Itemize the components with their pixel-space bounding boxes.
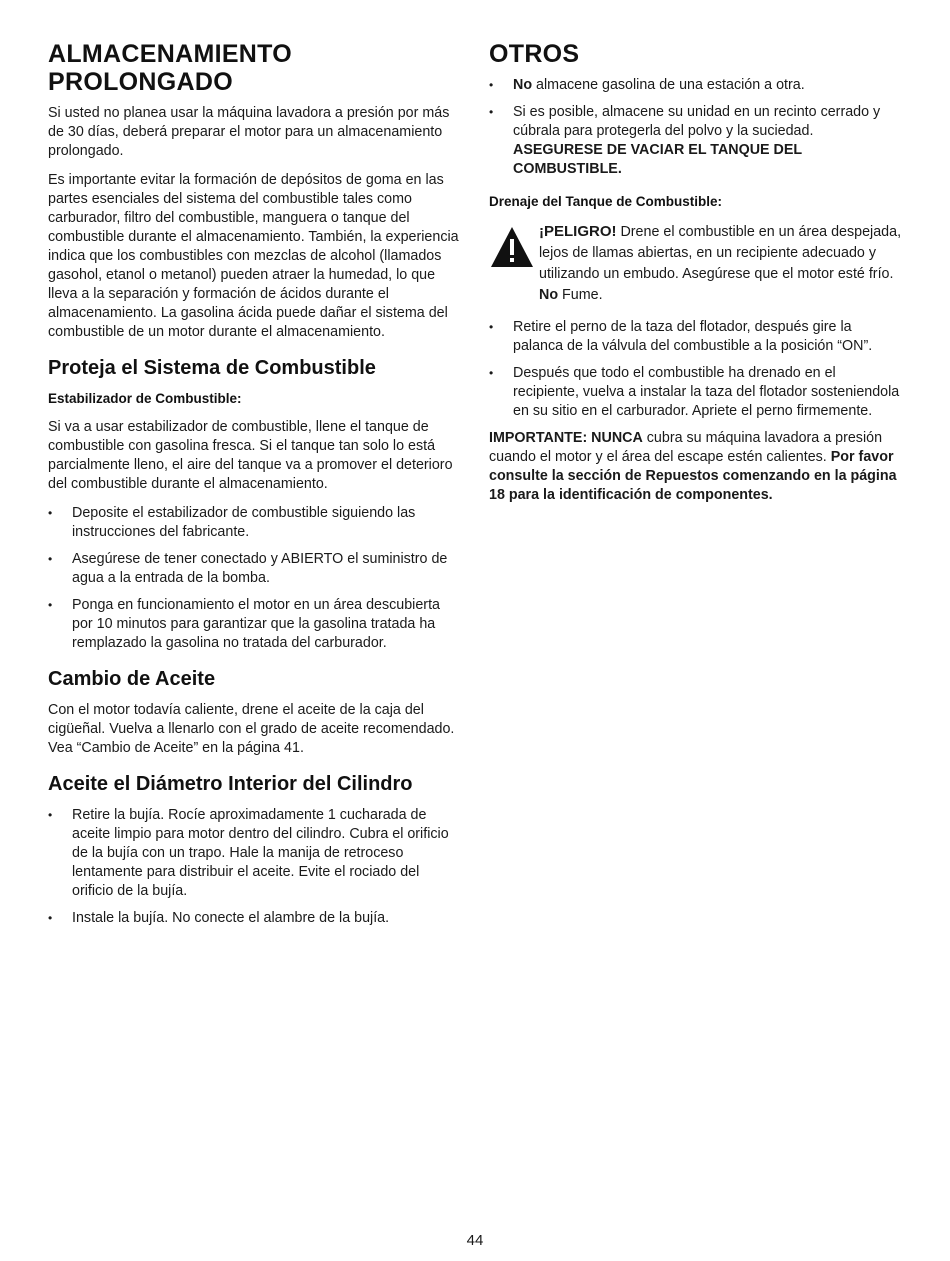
storage-intro: Si usted no planea usar la máquina lavadora a presión por más de 30 días, deberá preparar el motor para un almacenamiento prolongado. [48,105,450,159]
heading-oil-change: Cambio de Aceite [48,668,216,690]
drain-bullet-list [489,318,904,421]
oil-change-text: Con el motor todavía caliente, drene el aceite de la caja del cigüeñal. Vuelva a llenarlo con el grado de aceite recomendado. Vea “Cambio de Aceite” en la página 41. [48,702,455,756]
empty-tank-instruction: ASEGURESE DE VACIAR EL TANQUE DEL COMBUSTIBLE. [513,142,802,177]
danger-label: ¡PELIGRO! [539,223,617,240]
heading-cylinder-bore: Aceite el Diámetro Interior del Cilindro [48,773,413,795]
cylinder-bullet-list [48,806,460,928]
page-number: 44 [466,1232,484,1249]
fuel-stabilizer-text: Si va a usar estabilizador de combustible, llene el tanque de combustible con gasolina fresca. Si el tanque tan solo lo está parcialmente lleno, el aire del tanque va a promover el deterioro del combustible durante el almacenamiento. [48,419,453,492]
list-item: • Retire el perno de la taza del flotador, después gire la palanca de la válvula del combustible a la posición “ON”. [489,318,904,356]
list-item: • Deposite el estabilizador de combustible siguiendo las instrucciones del fabricante. [48,504,460,542]
important-note: IMPORTANTE: NUNCA cubra su máquina lavadora a presión cuando el motor y el área del escape estén calientes. Por favor consulte la sección de Repuestos comenzando en la página 18 para la identificación de componentes. [489,430,897,503]
section-title-storage: ALMACENAMIENTO PROLONGADO [48,40,293,96]
important-label: IMPORTANTE: NUNCA [489,430,643,446]
right-column [489,40,904,515]
heading-fuel-system: Proteja el Sistema de Combustible [48,357,376,379]
list-item: • Ponga en funcionamiento el motor en un área descubierta por 10 minutos para garantizar que la gasolina tratada ha remplazado la gasolina no tratada del carburador. [48,596,460,653]
list-item: • Retire la bujía. Rocíe aproximadamente 1 cucharada de aceite limpio para motor dentro del cilindro. Cubra el orificio de la bujía con un trapo. Hale la manija de retroceso lentamente para distribuir el aceite. Evite el rociado del orificio de la bujía. [48,806,460,901]
subheading-fuel-stabilizer: Estabilizador de Combustible: [48,391,242,406]
warning-text: ¡PELIGRO! Drene el combustible en un área despejada, lejos de llamas abiertas, en un recipiente adecuado y utilizando un embudo. Asegúrese que el motor esté frío. No Fume. [539,223,902,303]
subheading-fuel-drain: Drenaje del Tanque de Combustible: [489,194,723,209]
list-item: • No almacene gasolina de una estación a otra. [489,76,904,95]
warning-triangle-icon [489,225,535,269]
parts-reference: Por favor consulte la sección de Repuestos comenzando en la página 18 para la identificación de componentes. [489,449,897,503]
danger-warning [489,221,904,306]
list-item: • Si es posible, almacene su unidad en un recinto cerrado y cúbrala para protegerla del polvo y la suciedad. ASEGURESE DE VACIAR EL TANQUE DEL COMBUSTIBLE. [489,103,904,179]
list-item: • Instale la bujía. No conecte el alambre de la bujía. [48,909,460,928]
storage-body: Es importante evitar la formación de depósitos de goma en las partes esenciales del sistema del combustible tales como carburador, filtro del combustible, manguera o tanque del combustible durante el almacenamiento. También, la experiencia indica que los combustibles con mezclas de alcohol (llamados gasohol, etanol o metanol) pueden atraer la humedad, lo que lleva a la separación y formación de ácidos durante el almacenamiento. La gasolina ácida puede dañar el sistema del combustible de un motor durante el almacenamiento. [48,172,459,340]
no-bold: No [513,77,533,93]
fuel-bullet-list [48,504,460,653]
list-item: • Asegúrese de tener conectado y ABIERTO el suministro de agua a la entrada de la bomba. [48,550,460,588]
list-item: • Después que todo el combustible ha drenado en el recipiente, vuelva a instalar la taza del flotador sosteniendola en su sitio en el carburador. Apriete el perno firmemente. [489,364,904,421]
section-title-other: OTROS [489,40,580,68]
left-column [48,40,460,936]
other-bullet-list [489,76,904,179]
